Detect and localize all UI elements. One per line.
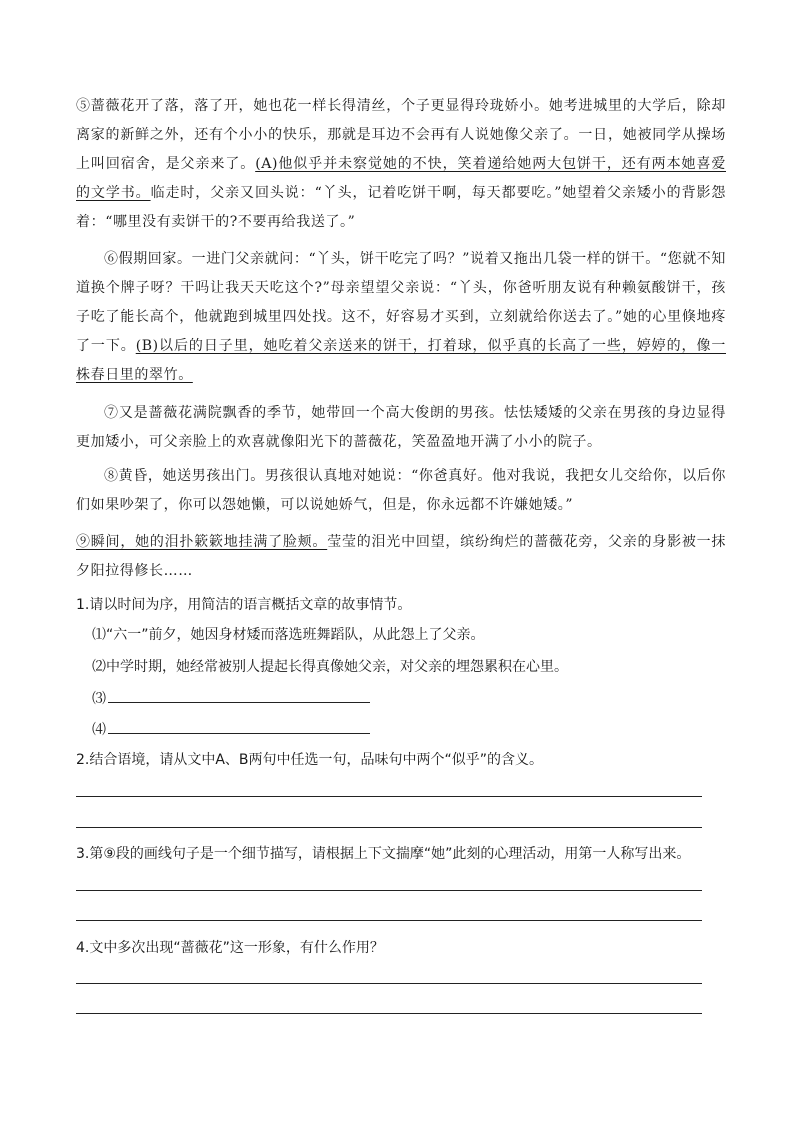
answer-line[interactable] — [76, 890, 702, 891]
paragraph-8: ⑧黄昏，她送男孩出门。男孩很认真地对她说：“你爸真好。他对我说，我把女儿交给你，以后你们如果吵架了，你可以怨她懒，可以说她娇气，但是，你永远都不许嫌她矮。” — [76, 468, 726, 513]
answer-line[interactable] — [76, 1013, 702, 1014]
question-1-item-2: ⑵中学时期，她经常被别人提起长得真像她父亲，对父亲的埋怨累积在心里。 — [92, 659, 568, 675]
paragraph-5-ending: 临走时，父亲又回头说：“丫头，记着吃饼干啊，每天都要吃。”她望着父亲矮小的背影怨着：“哪里没有卖饼干的?不要再给我送了。” — [76, 185, 727, 230]
question-1-item-3-label: ⑶ — [92, 691, 106, 707]
question-3: 3.第⑨段的画线句子是一个细节描写，请根据上下文揣摩“她”此刻的心理活动，用第一人称写出来。 — [76, 846, 691, 862]
answer-line[interactable] — [76, 796, 702, 797]
paragraph-5-text: ⑤蔷薇花开了落，落了开，她也花一样长得清丝，个子更显得玲珑娇小。她考进城里的大学后，除却离家的新鲜之外，还有个小小的快乐，那就是耳边不会再有人说她像父亲了。一日，她被同学从操场上叫回宿舍，是父亲来了。 — [76, 98, 726, 172]
paragraph-5 — [76, 92, 726, 237]
question-1-item-4-label: ⑷ — [92, 722, 106, 738]
paragraph-6 — [76, 245, 726, 390]
paragraph-9 — [76, 528, 726, 586]
sentence-b-underlined: (B)以后的日子里，她吃着父亲送来的饼干，打着球，似乎真的长高了一些，婷婷的，像一株春日里的翠竹。 — [76, 338, 726, 383]
paragraph-6-text: ⑥假期回家。一进门父亲就问：“丫头，饼干吃完了吗？”说着又拖出几袋一样的饼干。“您就不知道换个牌子呀？干吗让我天天吃这个?”母亲望望父亲说：“丫头，你爸听朋友说有种赖氨酸饼干，孩子吃了能长高个，他就跑到城里四处找。这不，好容易才买到，立刻就给你送去了。”她的心里倏地疼了一下。 — [76, 251, 726, 354]
paragraph-9-ending: 莹莹的泪光中回望，缤纷绚烂的蔷薇花旁，父亲的身影被一抹夕阳拉得修长…… — [76, 534, 726, 579]
question-1: 1.请以时间为序，用简洁的语言概括文章的故事情节。 — [76, 597, 412, 613]
answer-line[interactable] — [76, 920, 702, 921]
sentence-a-underlined: (A)他似乎并未察觉她的不快，笑着递给她两大包饼干，还有两本她喜爱的文学书。 — [76, 156, 726, 201]
question-1-item-1: ⑴“六一”前夕，她因身材矮而落选班舞蹈队，从此怨上了父亲。 — [92, 627, 485, 643]
sentence-9-underlined: ⑨瞬间，她的泪扑簌簌地挂满了脸颊。 — [76, 534, 328, 550]
answer-line[interactable] — [76, 827, 702, 828]
question-2: 2.结合语境，请从文中A、B两句中任选一句，品味句中两个“似乎”的含义。 — [76, 752, 544, 768]
paragraph-7: ⑦又是蔷薇花满院飘香的季节，她带回一个高大俊朗的男孩。怯怯矮矮的父亲在男孩的身边显得更加矮小，可父亲脸上的欢喜就像阳光下的蔷薇花，笑盈盈地开满了小小的院子。 — [76, 405, 726, 450]
answer-blank-4[interactable] — [108, 717, 370, 734]
question-4: 4.文中多次出现“蔷薇花”这一形象，有什么作用？ — [76, 940, 384, 956]
answer-line[interactable] — [76, 983, 702, 984]
question-1-item-3 — [92, 686, 712, 711]
question-1-item-4 — [92, 717, 712, 742]
answer-blank-3[interactable] — [108, 686, 370, 703]
